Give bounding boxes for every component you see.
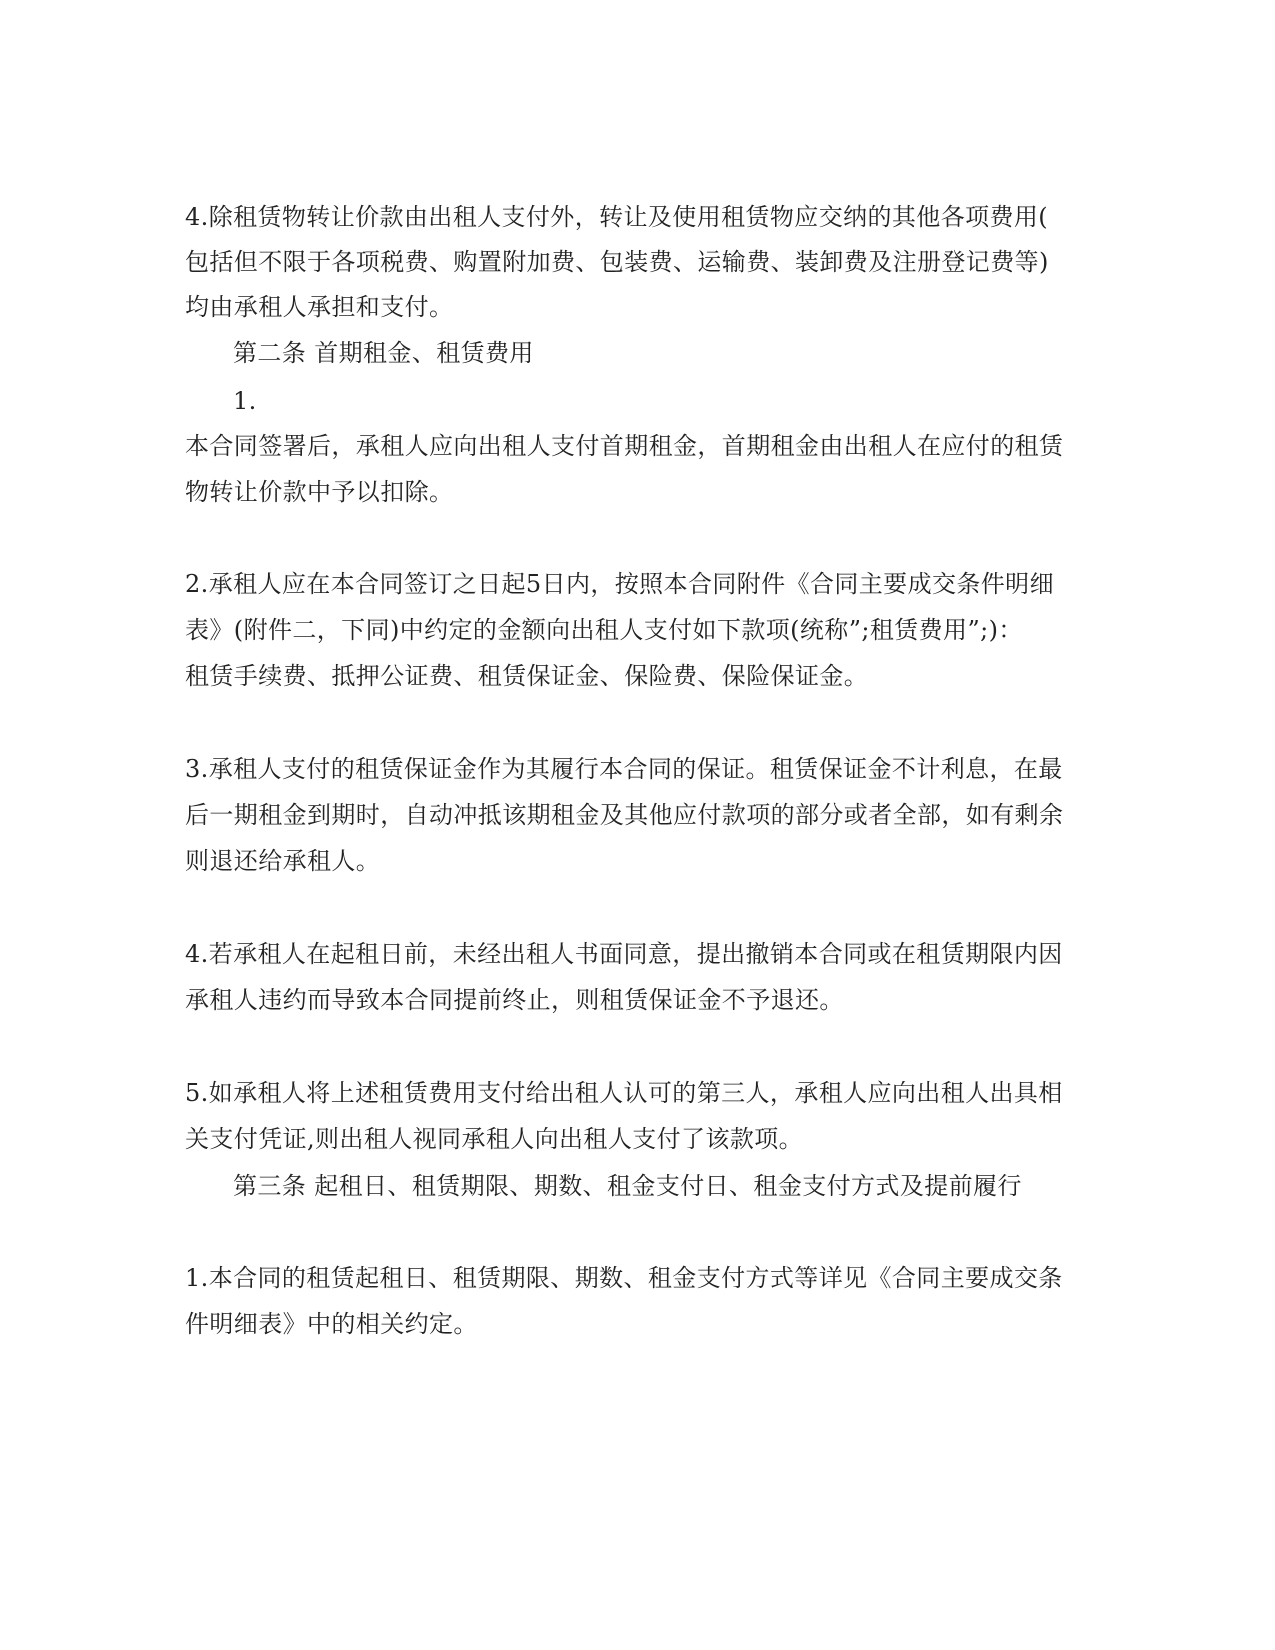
article-2-item-5-line-2: 关支付凭证,则出租人视同承租人向出租人支付了该款项。 [185, 1125, 804, 1153]
article-2-item-4-line-1: 4.若承租人在起租日前，未经出租人书面同意，提出撤销本合同或在租赁期限内因 [185, 940, 1063, 968]
article-2-item-5-line-1: 5.如承租人将上述租赁费用支付给出租人认可的第三人，承租人应向出租人出具相 [185, 1079, 1063, 1107]
article-2-heading: 第二条 首期租金、租赁费用 [233, 339, 534, 367]
article-2-item-2-line-1: 2.承租人应在本合同签订之日起5日内，按照本合同附件《合同主要成交条件明细 [185, 570, 1054, 598]
article-3-item-1-line-2: 件明细表》中的相关约定。 [185, 1310, 478, 1338]
article-3-item-1-line-1: 1.本合同的租赁起租日、租赁期限、期数、租金支付方式等详见《合同主要成交条 [185, 1264, 1063, 1292]
article-2-item-4-line-2: 承租人违约而导致本合同提前终止，则租赁保证金不予退还。 [185, 986, 844, 1014]
article-2-item-2-line-2: 表》(附件二，下同)中约定的金额向出租人支付如下款项(统称”;租赁费用”;)： [185, 616, 1023, 644]
clause-2-4-line-3: 均由承租人承担和支付。 [185, 293, 454, 321]
article-2-item-2-line-3: 租赁手续费、抵押公证费、租赁保证金、保险费、保险保证金。 [185, 662, 869, 690]
article-2-item-3-line-3: 则退还给承租人。 [185, 847, 381, 875]
article-2-item-1-line-1: 本合同签署后，承租人应向出租人支付首期租金，首期租金由出租人在应付的租赁 [185, 432, 1064, 460]
article-2-item-3-line-2: 后一期租金到期时，自动冲抵该期租金及其他应付款项的部分或者全部，如有剩余 [185, 801, 1064, 829]
clause-2-4-line-1: 4.除租赁物转让价款由出租人支付外，转让及使用租赁物应交纳的其他各项费用( [185, 203, 1049, 231]
clause-2-4-line-2: 包括但不限于各项税费、购置附加费、包装费、运输费、装卸费及注册登记费等) [185, 248, 1049, 276]
article-2-item-1-line-2: 物转让价款中予以扣除。 [185, 478, 454, 506]
article-2-item-3-line-1: 3.承租人支付的租赁保证金作为其履行本合同的保证。租赁保证金不计利息，在最 [185, 755, 1063, 783]
article-2-item-1-number: 1. [233, 387, 257, 415]
article-3-heading: 第三条 起租日、租赁期限、期数、租金支付日、租金支付方式及提前履行 [233, 1172, 1022, 1200]
